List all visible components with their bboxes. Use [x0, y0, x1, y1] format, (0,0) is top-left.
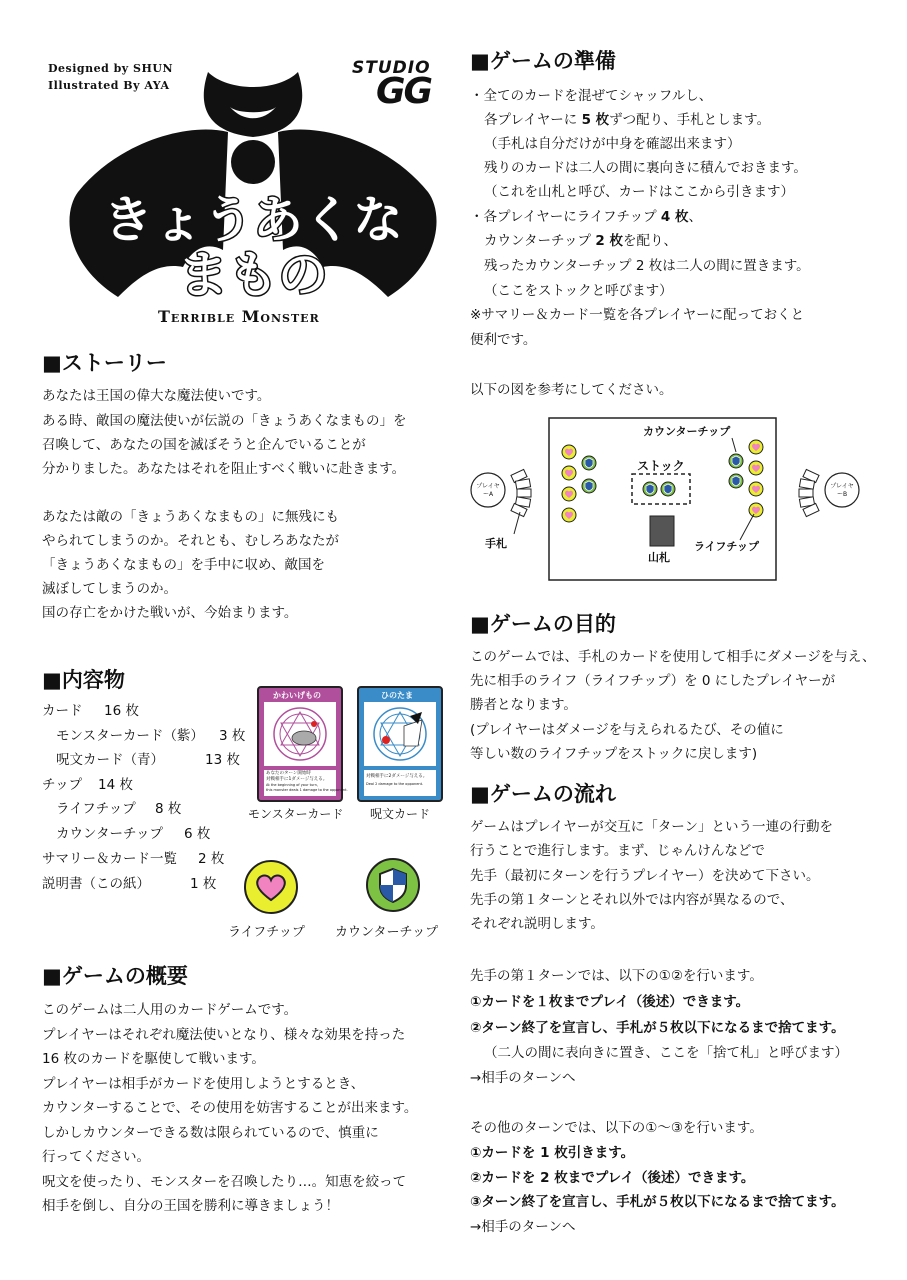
overview-line: プレイヤーはそれぞれ魔法使いとなり、様々な効果を持った: [42, 1027, 406, 1043]
contents-item-label: カウンターチップ: [56, 826, 164, 842]
flow-line: 先手（最初にターンを行うプレイヤー）を決めて下さい。: [470, 868, 820, 884]
contents-item-label: 呪文カード（青）: [56, 752, 164, 768]
prep-text-span: 、: [688, 209, 702, 225]
flow-first-turn-step: ②ターン終了を宣言し、手札が５枚以下になるまで捨てます。: [470, 1020, 845, 1036]
overview-line: 行ってください。: [42, 1149, 150, 1165]
story-line: 国の存亡をかけた戦いが、今始まります。: [42, 605, 298, 621]
story-line: ある時、敵国の魔法使いが伝説の「きょうあくなまもの」を: [42, 413, 407, 429]
flow-line: ゲームはプレイヤーが交互に「ターン」という一連の行動を: [470, 819, 834, 835]
prep-line: 便利です。: [470, 332, 537, 348]
logo-title-line1: きょうあくな: [103, 191, 403, 249]
overview-line: プレイヤーは相手がカードを使用しようとするとき、: [42, 1076, 365, 1092]
flow-other-turn-step: ③ターン終了を宣言し、手札が５枚以下になるまで捨てます。: [470, 1194, 845, 1210]
counter-chip-shield-icon: [365, 857, 421, 913]
diagram-stock-label: ストック: [637, 459, 685, 473]
logo-subtitle: Terrible Monster: [158, 307, 320, 326]
illustrator-credit: Illustrated By AYA: [48, 79, 170, 92]
spell-card-text-box: [364, 770, 436, 796]
overview-line: 呪文を使ったり、モンスターを召喚したり…。知恵を絞って: [42, 1174, 407, 1190]
diagram-hand-label: 手札: [485, 537, 507, 550]
prep-line: [470, 209, 702, 225]
contents-item-count: 14 枚: [98, 777, 133, 793]
story-line: 「きょうあくなまもの」を手中に収め、敵国を: [42, 557, 325, 573]
counter-chip-label: カウンターチップ: [335, 925, 439, 940]
monster-card-text-line: あなたのターン開始時: [266, 771, 311, 776]
overview-line: しかしカウンターできる数は限られているので、慎重に: [42, 1125, 379, 1141]
monster-card-art: [264, 702, 336, 766]
overview-heading: ■ゲームの概要: [42, 964, 188, 988]
story-line: あなたは王国の偉大な魔法使いです。: [42, 388, 271, 404]
story-line: 滅ぼしてしまうのか。: [42, 581, 177, 597]
objective-line: 先に相手のライフ（ライフチップ）を 0 にしたプレイヤーが: [470, 673, 836, 689]
studio-logo-top: STUDIO: [352, 58, 431, 78]
monster-card-text-box: [264, 770, 348, 796]
flow-first-turn-note: （二人の間に表向きに置き、ここを「捨て札」と呼びます）: [484, 1045, 848, 1061]
contents-item-count: 16 枚: [104, 703, 139, 719]
designer-credit: Designed by SHUN: [48, 62, 174, 75]
prep-line: （これを山札と呼び、カードはここから引きます）: [484, 184, 794, 200]
player-b-hand-cards: [799, 469, 819, 516]
player-a-hand-cards: [511, 469, 531, 516]
logo-title-line2: まもの: [178, 246, 328, 304]
contents-heading: ■内容物: [42, 668, 125, 692]
objective-line: 勝者となります。: [470, 697, 577, 713]
flow-first-turn-intro: 先手の第１ターンでは、以下の①②を行います。: [470, 968, 763, 984]
contents-item-label: 説明書（この紙）: [42, 876, 150, 892]
prep-text-span: カウンターチップ: [484, 233, 596, 249]
prep-line: （ここをストックと呼びます）: [484, 283, 673, 299]
prep-heading: ■ゲームの準備: [470, 49, 616, 73]
contents-item-label: サマリー＆カード一覧: [42, 851, 177, 867]
flow-other-turn-step: ②カードを 2 枚までプレイ（後述）できます。: [470, 1170, 755, 1186]
overview-line: カウンターすることで、その使用を妨害することが出来ます。: [42, 1100, 418, 1116]
prep-text-span: を配り、: [622, 233, 677, 249]
contents-item-label: チップ: [42, 777, 83, 793]
prep-line: 以下の図を参考にしてください。: [470, 382, 673, 398]
contents-item-count: 1 枚: [190, 876, 217, 892]
spell-card-text-line: 対戦相手に2ダメージ与える。: [366, 774, 428, 779]
diagram-deck-label: 山札: [648, 551, 670, 564]
monster-card-text-line: 対戦相手に1ダメージ与える。: [266, 777, 328, 782]
story-line: あなたは敵の「きょうあくなまもの」に無残にも: [42, 509, 339, 525]
diagram-life-chip-label: ライフチップ: [694, 540, 760, 553]
spell-card-image: [357, 686, 443, 802]
prep-line: （手札は自分だけが中身を確認出来ます）: [484, 136, 741, 152]
prep-bold-count: 4 枚: [660, 209, 689, 225]
studio-logo-bottom: GG: [376, 71, 432, 112]
prep-line: [484, 112, 770, 128]
monster-card-text-line: this monster deals 1 damage to the opponent.: [266, 788, 348, 792]
monster-card-label: モンスターカード: [248, 807, 344, 821]
flow-other-turn-step: ①カードを 1 枚引きます。: [470, 1145, 635, 1161]
prep-line: ※サマリー＆カード一覧を各プレイヤーに配っておくと: [470, 307, 805, 323]
prep-line: ・全てのカードを混ぜてシャッフルし、: [470, 88, 713, 104]
spell-card-art: [364, 702, 436, 766]
contents-item-label: モンスターカード（紫）: [56, 728, 204, 744]
monster-card-name: かわいげもの: [273, 691, 321, 700]
prep-bold-count: 2 枚: [595, 233, 623, 249]
overview-line: このゲームは二人用のカードゲームです。: [42, 1002, 298, 1018]
spell-card-name: ひのたま: [381, 691, 413, 700]
flow-line: それぞれ説明します。: [470, 916, 604, 932]
objective-line: (プレイヤーはダメージを与えられるたび、その値に: [470, 722, 784, 738]
contents-item-count: 3 枚: [219, 728, 246, 744]
contents-item-count: 13 枚: [205, 752, 240, 768]
prep-text-span: ・各プレイヤーにライフチップ: [470, 209, 661, 225]
monster-card-text-line: At the beginning of your turn,: [266, 783, 318, 787]
diagram-player-b-label: プレイヤーB: [830, 483, 854, 498]
prep-line: 残ったカウンターチップ 2 枚は二人の間に置きます。: [484, 258, 810, 274]
contents-item-label: カード: [42, 703, 83, 719]
life-chip-label: ライフチップ: [228, 925, 305, 940]
flow-other-turn-intro: その他のターンでは、以下の①～③を行います。: [470, 1120, 763, 1136]
objective-heading: ■ゲームの目的: [470, 612, 616, 636]
flow-first-turn-step: ①カードを１枚までプレイ（後述）できます。: [470, 994, 750, 1010]
objective-line: このゲームでは、手札のカードを使用して相手にダメージを与え、: [470, 649, 876, 665]
flow-line: 行うことで進行します。まず、じゃんけんなどで: [470, 843, 765, 859]
monster-logo-icon: [58, 62, 448, 312]
prep-line: 残りのカードは二人の間に裏向きに積んでおきます。: [484, 160, 807, 176]
story-heading: ■ストーリー: [42, 351, 167, 375]
story-line: 分かりました。あなたはそれを阻止すべく戦いに赴きます。: [42, 461, 406, 477]
life-chip-heart-icon: [243, 859, 299, 915]
contents-item-count: 2 枚: [198, 851, 225, 867]
prep-text-span: 各プレイヤーに: [484, 112, 582, 128]
story-line: 召喚して、あなたの国を滅ぼそうと企んでいることが: [42, 437, 366, 453]
flow-other-turn-next: →相手のターンへ: [470, 1219, 576, 1235]
contents-item-count: 8 枚: [155, 801, 182, 817]
story-line: やられてしまうのか。それとも、むしろあなたが: [42, 533, 339, 549]
flow-line: 先手の第１ターンとそれ以外では内容が異なるので、: [470, 892, 794, 908]
spell-card-text-line: Deal 2 damage to the opponent.: [366, 782, 424, 786]
contents-item-label: ライフチップ: [56, 801, 136, 817]
overview-line: 相手を倒し、自分の王国を勝利に導きましょう！: [42, 1198, 339, 1214]
prep-bold-count: 5 枚: [581, 112, 610, 128]
objective-line: 等しい数のライフチップをストックに戻します): [470, 746, 758, 762]
prep-line: [484, 233, 677, 249]
monster-card-image: [257, 686, 348, 802]
prep-text-span: ずつ配り、手札とします。: [609, 112, 771, 128]
flow-heading: ■ゲームの流れ: [470, 782, 616, 806]
diagram-player-a-label: プレイヤーA: [476, 483, 500, 498]
contents-item-count: 6 枚: [184, 826, 211, 842]
spell-card-label: 呪文カード: [370, 807, 431, 821]
overview-line: 16 枚のカードを駆使して戦います。: [42, 1051, 265, 1067]
diagram-counter-chip-label: カウンターチップ: [643, 425, 731, 438]
flow-first-turn-next: →相手のターンへ: [470, 1070, 576, 1086]
